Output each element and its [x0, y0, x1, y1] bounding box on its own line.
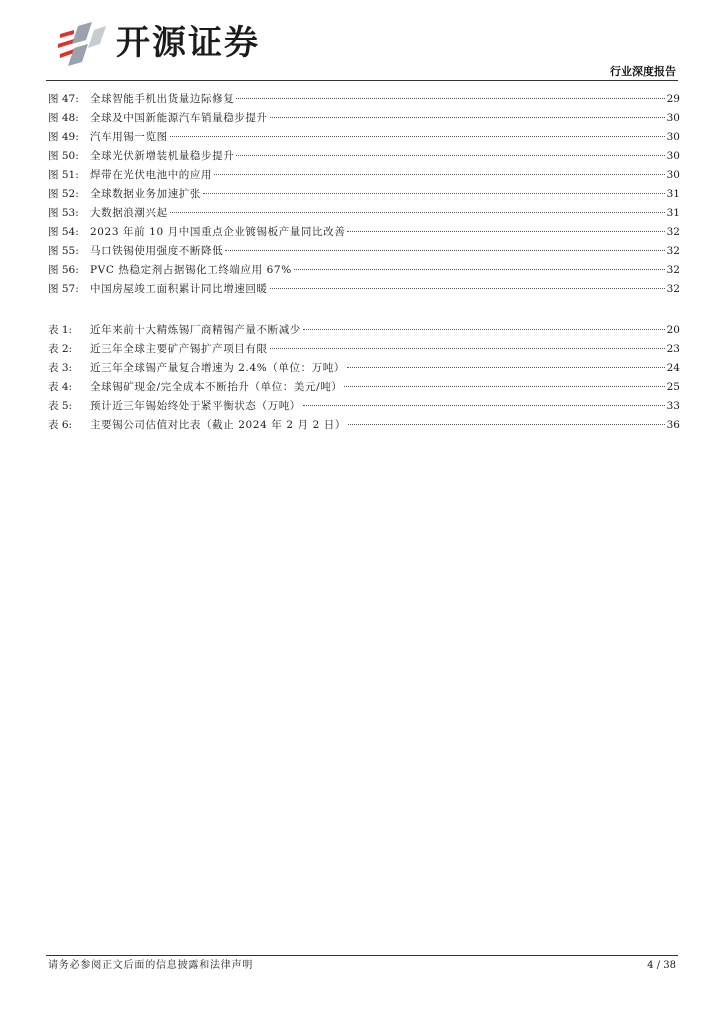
page-ref[interactable]: 30: [666, 169, 680, 181]
figure-title[interactable]: 大数据浪潮兴起: [90, 207, 168, 219]
table-title[interactable]: 主要锡公司估值对比表（截止 2024 年 2 月 2 日）: [90, 419, 347, 431]
figure-title[interactable]: PVC 热稳定剂占据锡化工终端应用 67%: [90, 264, 292, 276]
page-ref[interactable]: 20: [666, 324, 680, 336]
page-ref[interactable]: 31: [666, 207, 680, 219]
dot-leader: [303, 329, 665, 330]
figure-title[interactable]: 全球及中国新能源汽车销量稳步提升: [90, 112, 268, 124]
table-title[interactable]: 全球锡矿现金/完全成本不断抬升（单位：美元/吨）: [90, 381, 343, 393]
table-label: 表 5:: [48, 400, 73, 412]
toc-row[interactable]: [48, 223, 680, 242]
figure-label: 图 56:: [48, 264, 79, 276]
kaiyuan-logo-icon: [52, 20, 112, 66]
figure-label: 图 54:: [48, 226, 79, 238]
table-title[interactable]: 近年来前十大精炼锡厂商精锡产量不断减少: [90, 324, 301, 336]
table-label: 表 4:: [48, 381, 73, 393]
dot-leader: [347, 231, 664, 232]
toc-row[interactable]: [48, 90, 680, 109]
page-ref[interactable]: 32: [666, 264, 680, 276]
toc-row[interactable]: [48, 280, 680, 299]
dot-leader: [225, 250, 664, 251]
page-ref[interactable]: 32: [666, 283, 680, 295]
page-ref[interactable]: 30: [666, 112, 680, 124]
dot-leader: [347, 367, 665, 368]
page-ref[interactable]: 30: [666, 131, 680, 143]
dot-leader: [203, 193, 665, 194]
toc-row[interactable]: [48, 204, 680, 223]
figure-label: 图 47:: [48, 93, 79, 105]
toc-row[interactable]: [48, 378, 680, 397]
figure-label: 图 53:: [48, 207, 79, 219]
page-header: [0, 0, 724, 82]
table-label: 表 1:: [48, 324, 73, 336]
footer-disclaimer: 请务必参阅正文后面的信息披露和法律声明: [48, 960, 254, 971]
page-ref[interactable]: 33: [666, 400, 680, 412]
toc-row[interactable]: [48, 128, 680, 147]
dot-leader: [170, 212, 665, 213]
page-ref[interactable]: 30: [666, 150, 680, 162]
page-ref[interactable]: 32: [666, 226, 680, 238]
figure-list: [48, 90, 680, 299]
dot-leader: [270, 348, 665, 349]
figure-label: 图 48:: [48, 112, 79, 124]
figure-label: 图 49:: [48, 131, 79, 143]
toc-row[interactable]: [48, 242, 680, 261]
toc-row[interactable]: [48, 321, 680, 340]
toc-row[interactable]: [48, 416, 680, 435]
dot-leader: [270, 288, 665, 289]
table-label: 表 6:: [48, 419, 73, 431]
dot-leader: [348, 424, 665, 425]
figure-title[interactable]: 全球光伏新增装机量稳步提升: [90, 150, 235, 162]
table-label: 表 3:: [48, 362, 73, 374]
table-title[interactable]: 近三年全球锡产量复合增速为 2.4%（单位：万吨）: [90, 362, 346, 374]
toc-row[interactable]: [48, 340, 680, 359]
table-list: [48, 321, 680, 435]
figure-title[interactable]: 马口铁锡使用强度不断降低: [90, 245, 224, 257]
brand-name: 开源证券: [116, 23, 260, 63]
page-ref[interactable]: 32: [666, 245, 680, 257]
toc-row[interactable]: [48, 359, 680, 378]
page-ref[interactable]: 24: [666, 362, 680, 374]
dot-leader: [270, 117, 665, 118]
dot-leader: [236, 98, 664, 99]
figure-label: 图 57:: [48, 283, 79, 295]
report-type-label: 行业深度报告: [610, 65, 676, 78]
footer-divider: [46, 955, 678, 956]
dot-leader: [236, 155, 664, 156]
table-title[interactable]: 近三年全球主要矿产锡扩产项目有限: [90, 343, 268, 355]
figure-title[interactable]: 焊带在光伏电池中的应用: [90, 169, 213, 181]
figure-title[interactable]: 全球数据业务加速扩张: [90, 188, 201, 200]
dot-leader: [214, 174, 665, 175]
page-ref[interactable]: 31: [666, 188, 680, 200]
table-title[interactable]: 预计近三年锡始终处于紧平衡状态（万吨）: [90, 400, 301, 412]
figure-label: 图 51:: [48, 169, 79, 181]
figure-label: 图 55:: [48, 245, 79, 257]
dot-leader: [344, 386, 664, 387]
page-ref[interactable]: 36: [666, 419, 680, 431]
page-ref[interactable]: 23: [666, 343, 680, 355]
dot-leader: [294, 269, 665, 270]
page-ref[interactable]: 25: [666, 381, 680, 393]
toc-row[interactable]: [48, 109, 680, 128]
figure-title[interactable]: 全球智能手机出货量边际修复: [90, 93, 235, 105]
toc-row[interactable]: [48, 397, 680, 416]
toc-row[interactable]: [48, 261, 680, 280]
figure-label: 图 52:: [48, 188, 79, 200]
figure-title[interactable]: 中国房屋竣工面积累计同比增速回暖: [90, 283, 268, 295]
toc-row[interactable]: [48, 166, 680, 185]
figure-title[interactable]: 汽车用锡一览图: [90, 131, 168, 143]
figure-title[interactable]: 2023 年前 10 月中国重点企业镀锡板产量同比改善: [90, 226, 346, 238]
footer-page-number: 4 / 38: [647, 960, 676, 971]
dot-leader: [170, 136, 665, 137]
figure-label: 图 50:: [48, 150, 79, 162]
header-divider: [46, 80, 678, 81]
page-ref[interactable]: 29: [666, 93, 680, 105]
dot-leader: [303, 405, 665, 406]
toc-row[interactable]: [48, 147, 680, 166]
toc-row[interactable]: [48, 185, 680, 204]
table-label: 表 2:: [48, 343, 73, 355]
